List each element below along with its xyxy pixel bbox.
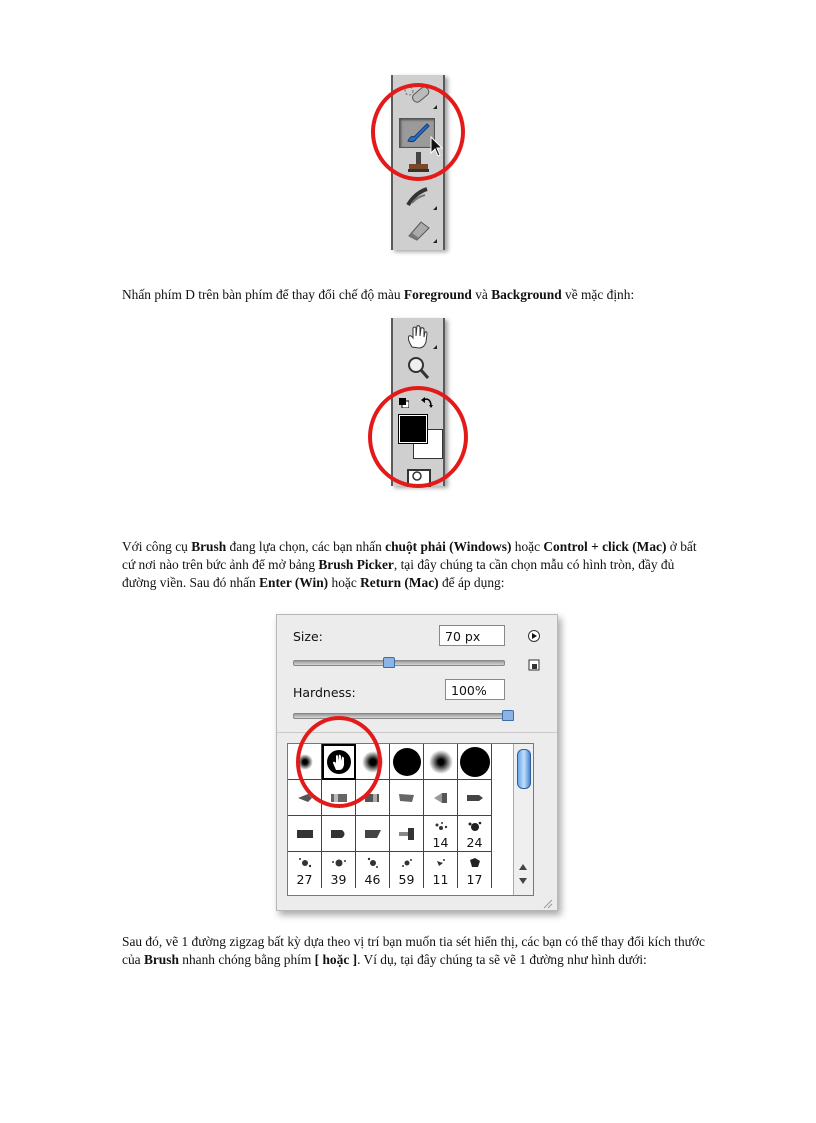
scroll-up-icon[interactable]: [519, 864, 527, 870]
brush-size-label: 46: [364, 872, 381, 887]
brush-size-label: 17: [466, 872, 483, 887]
panel-menu-icon[interactable]: [528, 627, 540, 639]
brush-grid-scrollbar[interactable]: [513, 744, 533, 895]
size-slider-thumb[interactable]: [383, 657, 395, 668]
brush-size-label: 14: [432, 835, 449, 850]
hardness-input[interactable]: 100%: [445, 679, 505, 700]
scroll-down-icon[interactable]: [519, 878, 527, 884]
brush-size-label: 39: [330, 872, 347, 887]
instruction-paragraph-3: Sau đó, vẽ 1 đường zigzag bất kỳ dựa theo vị trí bạn muốn tia sét hiển thị, các bạn có thể thay đổi kích thước của Brush nhanh chóng bằng phím [ hoặc ]. Ví dụ, tại đây chúng ta sẽ vẽ 1 đường như hình dưới:: [122, 934, 705, 967]
brush-scatter[interactable]: [424, 816, 458, 852]
brush-hard-round[interactable]: [390, 744, 424, 780]
hardness-slider-thumb[interactable]: [502, 710, 514, 721]
brush-soft-round[interactable]: [424, 744, 458, 780]
instruction-paragraph-2: Với công cụ Brush đang lựa chọn, các bạn nhấn chuột phải (Windows) hoặc Control + click (Mac) ở bất cứ nơi nào trên bức ảnh để mở bảng Brush Picker, tại đây chúng ta cần chọn mẫu có hình tròn, đầy đủ đường viền. Sau đó nhấn Enter (Win) hoặc Return (Mac) để áp dụng:: [122, 539, 697, 590]
brush-size-label: 59: [398, 872, 415, 887]
brush-angled[interactable]: [322, 816, 356, 852]
brush-scatter[interactable]: [390, 852, 424, 888]
brush-scatter[interactable]: [322, 852, 356, 888]
brush-angled[interactable]: [288, 816, 322, 852]
brush-size-label: 11: [432, 872, 449, 887]
resize-grip-icon[interactable]: [541, 894, 553, 906]
size-input[interactable]: 70 px: [439, 625, 505, 646]
history-brush-icon[interactable]: [403, 183, 433, 211]
hand-icon[interactable]: [403, 323, 433, 351]
brush-angled[interactable]: [390, 816, 424, 852]
size-label: Size:: [293, 629, 323, 644]
highlight-circle: [296, 716, 382, 808]
brush-angled[interactable]: [424, 780, 458, 816]
submenu-indicator-icon: [433, 345, 437, 349]
submenu-indicator-icon: [433, 239, 437, 243]
brush-scatter[interactable]: [458, 852, 492, 888]
brush-scatter[interactable]: [288, 852, 322, 888]
hardness-label: Hardness:: [293, 685, 356, 700]
eraser-icon[interactable]: [403, 216, 433, 244]
brush-scatter[interactable]: [458, 816, 492, 852]
brush-scatter[interactable]: [424, 852, 458, 888]
brush-size-label: 27: [296, 872, 313, 887]
brush-angled[interactable]: [390, 780, 424, 816]
submenu-indicator-icon: [433, 206, 437, 210]
brush-size-label: 24: [466, 835, 483, 850]
zoom-icon[interactable]: [403, 354, 433, 382]
brush-angled[interactable]: [458, 780, 492, 816]
brush-scatter[interactable]: [356, 852, 390, 888]
size-slider[interactable]: [293, 660, 505, 666]
instruction-paragraph-1: Nhấn phím D trên bàn phím để thay đổi chế độ màu Foreground và Background về mặc định:: [122, 287, 635, 302]
highlight-circle: [371, 83, 465, 181]
highlight-circle: [368, 386, 468, 488]
brush-hard-round[interactable]: [458, 744, 492, 780]
scrollbar-thumb[interactable]: [517, 749, 531, 789]
save-preset-icon[interactable]: [528, 656, 540, 668]
brush-angled[interactable]: [356, 816, 390, 852]
